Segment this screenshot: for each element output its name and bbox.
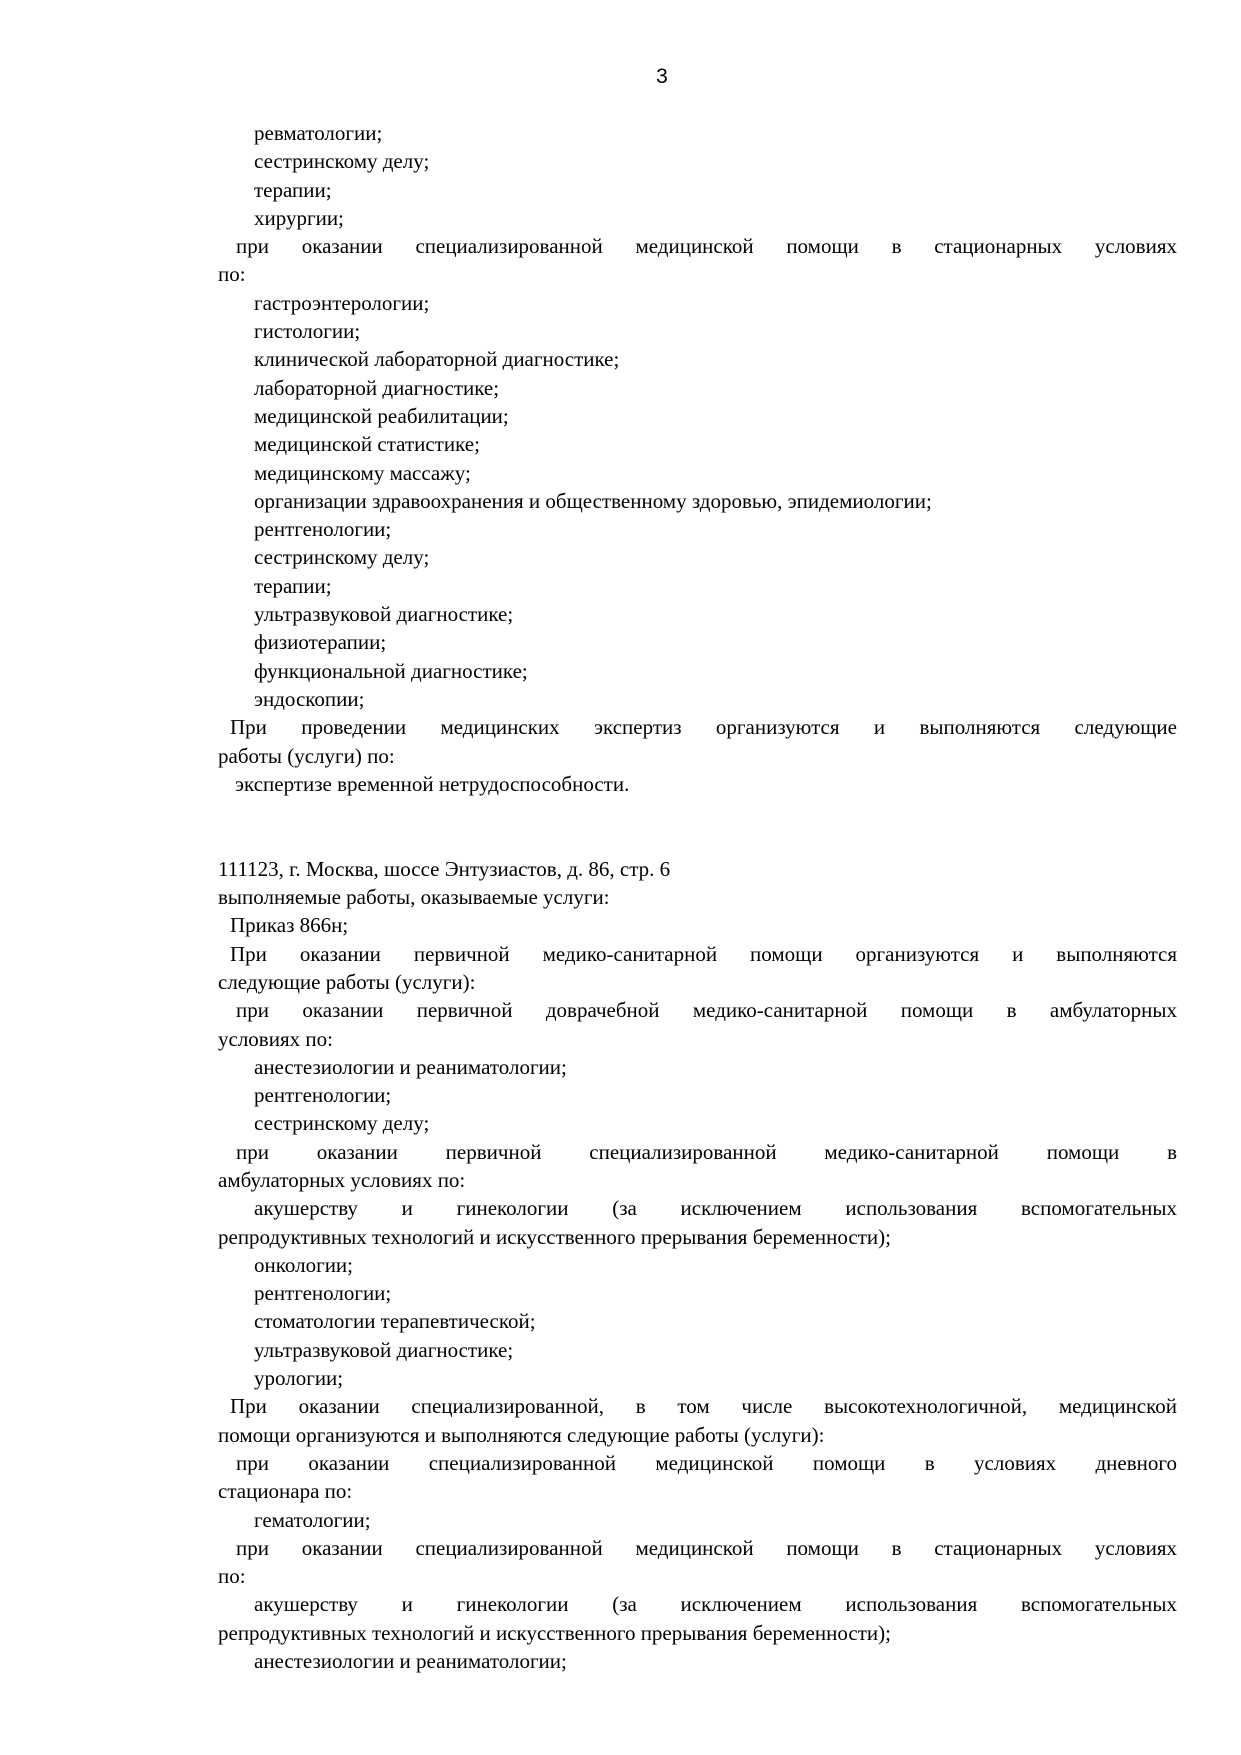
text-line: 111123, г. Москва, шоссе Энтузиастов, д. 86, стр. 6 <box>218 856 671 881</box>
text-line: при оказании первичной специализированной медико-санитарной помощи в <box>236 1139 1177 1164</box>
text-line: физиотерапии; <box>254 630 387 655</box>
text-line: лабораторной диагностике; <box>254 375 500 400</box>
page-number: 3 <box>656 65 668 88</box>
text-line: при оказании специализированной медицинской помощи в стационарных условиях <box>236 234 1177 259</box>
text-line: рентгенологии; <box>254 1083 392 1108</box>
text-line: При оказании специализированной, в том числе высокотехнологичной, медицинской <box>230 1394 1177 1419</box>
text-line: гастроэнтерологии; <box>254 290 430 315</box>
text-line: экспертизе временной нетрудоспособности. <box>235 771 630 796</box>
text-line: При проведении медицинских экспертиз организуются и выполняются следующие <box>230 715 1177 740</box>
text-line: сестринскому делу; <box>254 1111 430 1136</box>
text-line: выполняемые работы, оказываемые услуги: <box>218 885 610 910</box>
text-line: гематологии; <box>254 1507 371 1532</box>
text-line: по: <box>218 262 246 287</box>
text-line: Приказ 866н; <box>230 913 349 938</box>
text-line: онкологии; <box>254 1252 354 1277</box>
text-line: амбулаторных условиях по: <box>218 1167 466 1192</box>
document-body <box>218 119 1177 1675</box>
text-line: сестринскому делу; <box>254 149 430 174</box>
text-line: При оказании первичной медико-санитарной помощи организуются и выполняются <box>230 941 1177 966</box>
text-line: медицинскому массажу; <box>254 460 471 485</box>
text-line: по: <box>218 1564 246 1589</box>
text-line: функциональной диагностике; <box>254 658 528 683</box>
text-line: терапии; <box>254 177 332 202</box>
text-line: терапии; <box>254 573 332 598</box>
text-line: урологии; <box>254 1366 344 1391</box>
text-line: ультразвуковой диагностике; <box>254 602 514 627</box>
text-line: анестезиологии и реаниматологии; <box>254 1054 567 1079</box>
text-line: работы (услуги) по: <box>218 743 395 768</box>
text-line: акушерству и гинекологии (за исключением использования вспомогательных <box>254 1196 1177 1221</box>
text-line: при оказании первичной доврачебной медико-санитарной помощи в амбулаторных <box>236 998 1177 1023</box>
text-line: анестезиологии и реаниматологии; <box>254 1649 567 1674</box>
text-line: медицинской статистике; <box>254 432 480 457</box>
text-line: репродуктивных технологий и искусственного прерывания беременности); <box>218 1620 891 1645</box>
text-line: при оказании специализированной медицинской помощи в стационарных условиях <box>236 1535 1177 1560</box>
text-line: стационара по: <box>218 1479 353 1504</box>
text-line: сестринскому делу; <box>254 545 430 570</box>
text-line: помощи организуются и выполняются следующие работы (услуги): <box>218 1422 825 1447</box>
text-line: следующие работы (услуги): <box>218 969 476 994</box>
text-line: репродуктивных технологий и искусственного прерывания беременности); <box>218 1224 891 1249</box>
text-line: условиях по: <box>218 1026 333 1051</box>
text-line: ультразвуковой диагностике; <box>254 1337 514 1362</box>
text-line: акушерству и гинекологии (за исключением использования вспомогательных <box>254 1592 1177 1617</box>
blank-line <box>218 826 1177 854</box>
text-line: рентгенологии; <box>254 1281 392 1306</box>
text-line: медицинской реабилитации; <box>254 403 509 428</box>
text-line: хирургии; <box>254 205 344 230</box>
text-line: рентгенологии; <box>254 517 392 542</box>
text-line: при оказании специализированной медицинской помощи в условиях дневного <box>236 1450 1177 1475</box>
text-line: стоматологии терапевтической; <box>254 1309 536 1334</box>
text-line: клинической лабораторной диагностике; <box>254 347 620 372</box>
text-line: организации здравоохранения и общественному здоровью, эпидемиологии; <box>254 488 932 513</box>
text-line: гистологии; <box>254 319 361 344</box>
text-line: эндоскопии; <box>254 686 365 711</box>
blank-line <box>218 798 1177 826</box>
text-line: ревматологии; <box>254 121 383 145</box>
